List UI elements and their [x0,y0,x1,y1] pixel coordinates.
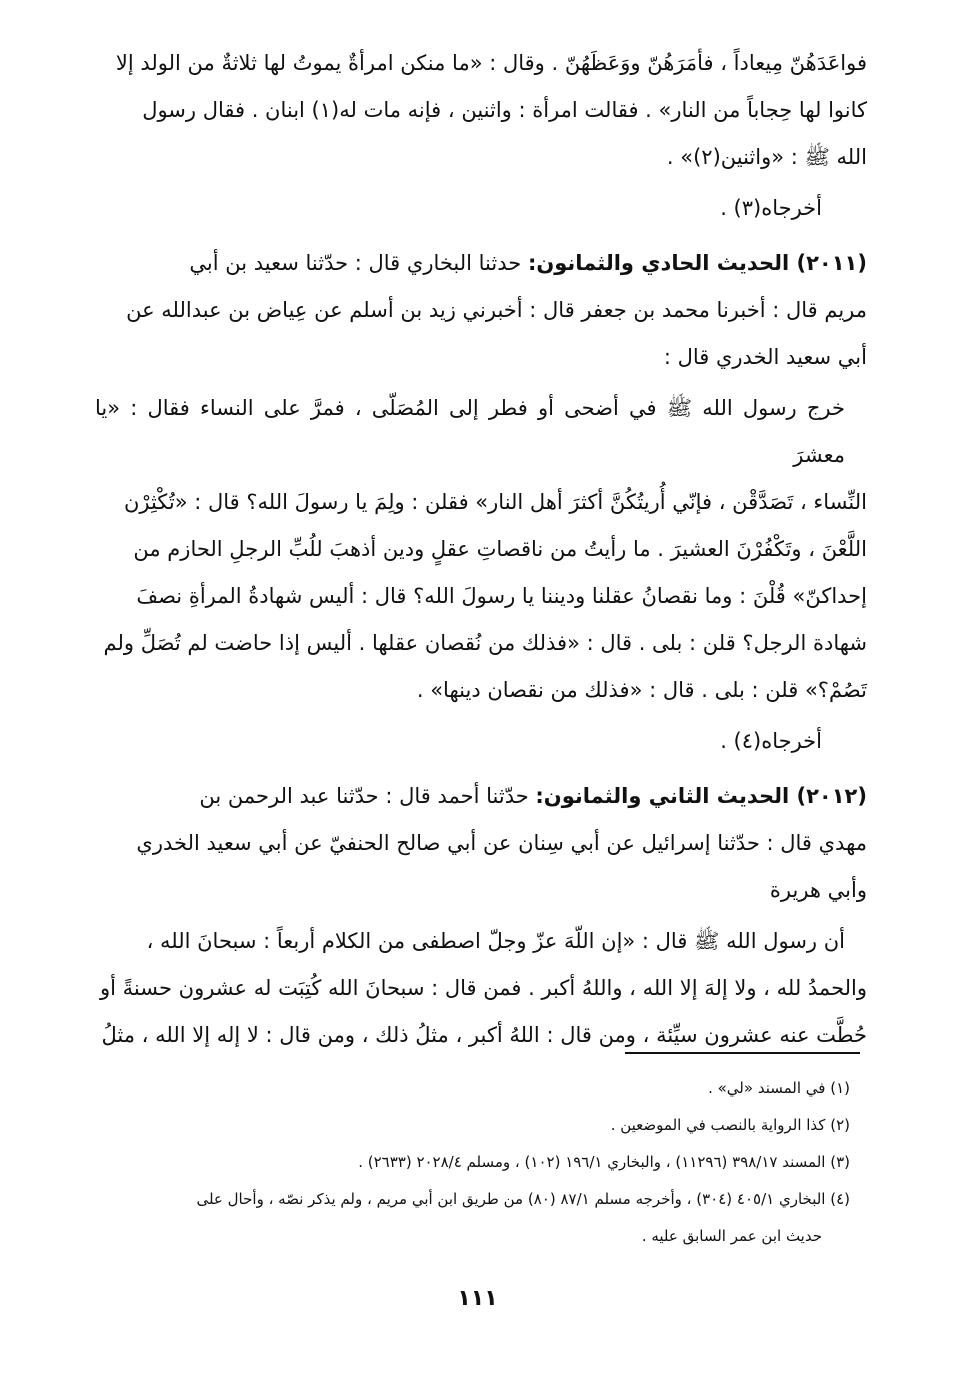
footnote: (٢) كذا الرواية بالنصب في الموضعين . [610,1116,850,1134]
isnad-text: حدّثنا أحمد قال : حدّثنا عبد الرحمن بن [199,784,529,808]
footnote-continuation: حديث ابن عمر السابق عليه . [641,1227,822,1245]
text-line: أن رسول الله ﷺ قال : «إن اللّهَ عزّ وجلّ اصطفى من الكلام أربعاً : سبحانَ الله ، [146,929,845,953]
hadith-heading: (٢٠١١) الحديث الحادي والثمانون: [527,251,867,275]
text-line: فواعَدَهُنّ مِيعاداً ، فأمَرَهُنّ ووَعَظَهُنّ . وقال : «ما منكن امرأةٌ يموتُ لها ثلاثةٌ من الولد إلا [115,51,867,75]
hadith-2011-matn [95,385,867,714]
hadith-heading: (٢٠١٢) الحديث الثاني والثمانون: [535,784,867,808]
text-line: وأبي هريرة [769,878,867,902]
takhrij-note: أخرجاه(٣) . [720,196,822,220]
text-line: إحداكنّ» قُلْنَ : وما نقصانُ عقلنا وديننا يا رسولَ الله؟ قال : أليس شهادةُ المرأةِ نصفَ [136,584,867,608]
text-line: مهدي قال : حدّثنا إسرائيل عن أبي سِنان عن أبي صالح الحنفيّ عن أبي سعيد الخدري [136,831,867,855]
hadith-2012 [95,773,867,914]
footnotes [95,1070,850,1255]
text-line: والحمدُ لله ، ولا إلهَ إلا الله ، واللهُ أكبر . فمن قال : سبحانَ الله كُتِبَت له عشرون حسنةً أو [100,976,867,1000]
hadith-isnad-first-line [95,773,867,820]
text-line: خرج رسول الله ﷺ في أضحى أو فطر إلى المُصَلّى ، فمرَّ على النساء فقال : «يا معشرَ [95,396,845,467]
text-line: كانوا لها حِجاباً من النار» . فقالت امرأة : واثنين ، فإنه مات له(١) ابنان . فقال رسول [142,98,867,122]
takhrij-note: أخرجاه(٤) . [720,729,822,753]
text-line: مريم قال : أخبرنا محمد بن جعفر قال : أخبرني زيد بن أسلم عن عِياض بن عبدالله عن [126,298,867,322]
hadith-2012-matn [95,918,867,1059]
page-body [95,40,867,1063]
isnad-text: حدثنا البخاري قال : حدّثنا سعيد بن أبي [189,251,522,275]
intro-paragraph [95,40,867,181]
footnote: (٤) البخاري ٤٠٥/١ (٣٠٤) ، وأخرجه مسلم ٨٧/١ (٨٠) من طريق ابن أبي مريم ، ولم يذكر نصّه ، وأحال على [196,1190,850,1208]
text-line: الله ﷺ : «واثنين(٢)» . [666,145,867,169]
text-line: حُطَّت عنه عشرون سيِّئة ، ومن قال : اللهُ أكبر ، مثلُ ذلك ، ومن قال : لا إله إلا الله ، مثلُ [101,1023,867,1047]
footnote: (١) في المسند «لي» . [708,1079,850,1097]
text-line: النِّساء ، تَصَدَّقْن ، فإنّي أُريتُكُنَّ أكثرَ أهل النار» فقلن : ولِمَ يا رسولَ الله؟ قال : «تُكْثِرْن [123,490,867,514]
page-number: ١١١ [457,1286,498,1311]
hadith-2011 [95,240,867,381]
text-line: تَصُمْ؟» قلن : بلى . قال : «فذلك من نقصان دينها» . [416,678,867,702]
text-line: شهادة الرجل؟ قلن : بلى . قال : «فذلك من نُقصان عقلها . أليس إذا حاضت لم تُصَلِّ ولم [103,631,867,655]
hadith-isnad-first-line [95,240,867,287]
footnote-separator [625,1052,860,1054]
footnote: (٣) المسند ٣٩٨/١٧ (١١٢٩٦) ، والبخاري ١٩٦/١ (١٠٢) ، ومسلم ٢٠٢٨/٤ (٢٦٣٣) . [358,1153,850,1171]
text-line: اللَّعْنَ ، وتَكْفُرْنَ العشيرَ . ما رأيتُ من ناقصاتِ عقلٍ ودين أذهبَ للُبِّ الرجلِ الحازم من [133,537,867,561]
text-line: أبي سعيد الخدري قال : [663,345,867,369]
